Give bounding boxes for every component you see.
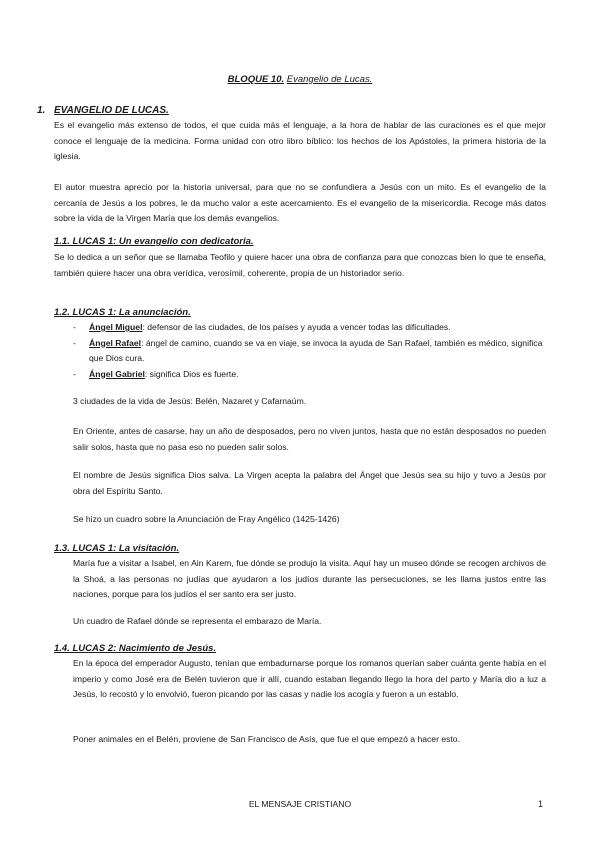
paragraph-1-1: Se lo dedica a un señor que se llamaba Teofilo y quiere hacer una obra de confianza para que conozcas bien lo que te enseña, también quiere hacer una obra verídica, verosímil, coherente, propia de un historiador serio. — [54, 252, 546, 278]
subsection-heading-1-3: 1.3. LUCAS 1: La visitación. — [54, 543, 180, 554]
paragraph-1-3-a: María fue a visitar a Isabel, en Ain Karem, fue dónde se produjo la visita. Aquí hay un museo dónde se recogen archivos de la Shoá, a las personas no judías que ayudaron a los judíos durante las persecuciones, se les llama justos entre las naciones, porque para los judíos el ser santo era ser justo. — [73, 558, 546, 599]
list-item: - Ángel Gabriel: significa Dios es fuerte. — [73, 368, 239, 379]
subsection-heading-1-1: 1.1. LUCAS 1: Un evangelio con dedicatoria. — [54, 236, 254, 247]
paragraph-1-4-b: Poner animales en el Belén, proviene de San Francisco de Asís, que fue el que empezó a hacer esto. — [73, 734, 460, 744]
paragraph-1-2-a: 3 ciudades de la vida de Jesús: Belén, Nazaret y Cafarnaúm. — [73, 396, 307, 406]
paragraph-intro-1: Es el evangelio más extenso de todos, el que cuida más el lenguaje, a la hora de hablar de las curaciones es el que mejor conoce el lenguaje de la medicina. Forma unidad con otro libro bíblico: los hechos de los Apóstoles, la primera historia de la iglesia. — [54, 120, 546, 161]
page-footer: EL MENSAJE CRISTIANO — [248, 799, 352, 809]
section-heading-1 — [37, 105, 169, 116]
subsection-heading-1-4: 1.4. LUCAS 2: Nacimiento de Jesús. — [54, 643, 217, 654]
list-item: - Ángel Miguel: defensor de las ciudades, de los países y ayuda a vencer todas las dificultades. — [73, 322, 451, 332]
paragraph-intro-2: El autor muestra aprecio por la historia universal, para que no se confundiera a Jesús con un mito. Es el evangelio de la cercanía de Jesús a los pobres, le da mucho valor a este acercamiento. Es el evangelio de la misericordia. Recoge más datos sobre la vida de la Virgen María que los demás evangelios. — [54, 182, 546, 223]
paragraph-1-2-c: El nombre de Jesús significa Dios salva. La Virgen acepta la palabra del Ángel que Jesús sea su hijo y tuvo a Jesús por obra del Espíritu Santo. — [73, 470, 546, 496]
block-title — [0, 74, 600, 85]
list-item: - Ángel Rafael: ángel de camino, cuando se va en viaje, se invoca la ayuda de San Rafael, también es médico, significa que Dios cura. — [73, 337, 543, 363]
section-title: EVANGELIO DE LUCAS. — [54, 105, 169, 116]
block-subtitle: Evangelio de Lucas. — [286, 74, 373, 85]
paragraph-1-2-d: Se hizo un cuadro sobre la Anunciación de Fray Angélico (1425-1426) — [73, 514, 340, 524]
paragraph-1-3-b: Un cuadro de Rafael dónde se representa el embarazo de María. — [73, 616, 322, 626]
subsection-heading-1-2: 1.2. LUCAS 1: La anunciación. — [54, 307, 191, 318]
paragraph-1-2-b: En Oriente, antes de casarse, hay un año de desposados, pero no viven juntos, hasta que no están desposados no pueden salir solos, hasta que no pasa eso no pueden salir solos. — [73, 426, 546, 452]
angel-list — [73, 320, 546, 382]
block-number: BLOQUE 10. — [227, 74, 285, 85]
section-number: 1. — [37, 105, 46, 116]
paragraph-1-4-a: En la época del emperador Augusto, tenían que embadurnarse porque los romanos querían saber cuánta gente había en el imperio y como José era de Belén tuvieron que ir allí, cuando estaban llegando llego la hora del parto y María dio a luz a Jesús, lo recostó y lo envolvió, fueron picando por las casas y nadie los acogía y fueron a un establo. — [73, 658, 546, 699]
page-number: 1 — [538, 799, 544, 809]
